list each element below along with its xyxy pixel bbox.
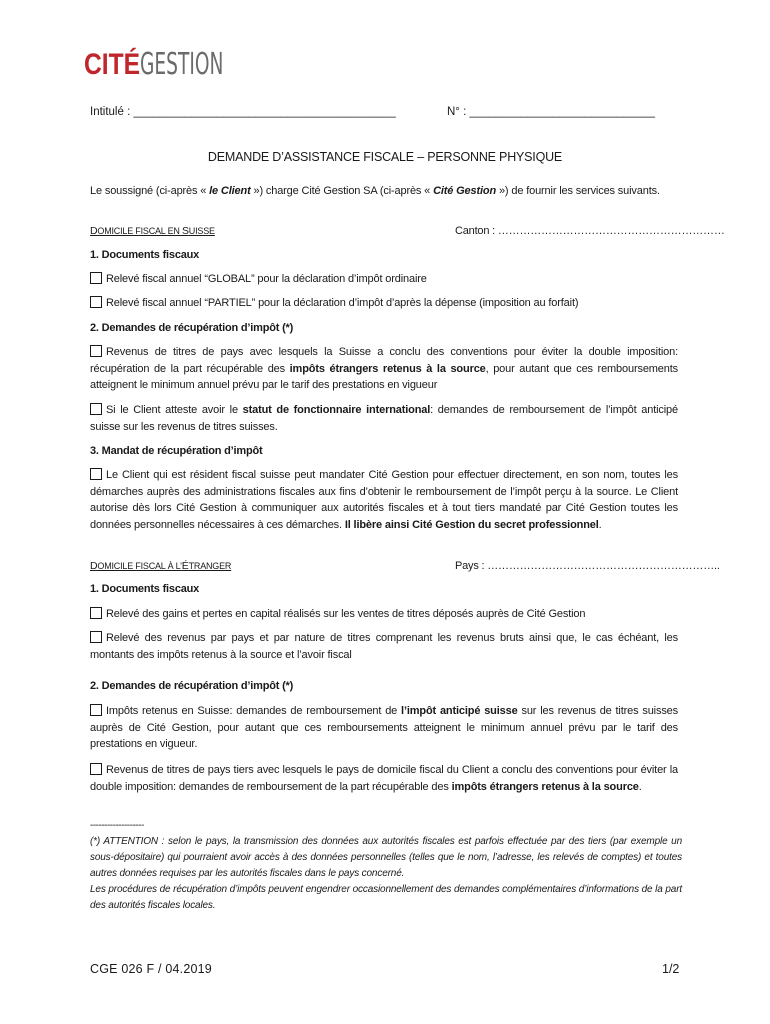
intro-text-2: ») charge Cité Gestion SA (ci-après «	[250, 185, 434, 197]
document-title: DEMANDE D’ASSISTANCE FISCALE – PERSONNE PHYSIQUE	[207, 150, 563, 164]
checkbox[interactable]	[90, 607, 102, 619]
section-etranger-a: D	[90, 560, 98, 572]
suisse-recup-2	[90, 402, 678, 435]
checkbox[interactable]	[90, 345, 102, 357]
note-procedures: Les procédures de récupération d’impôts peuvent engendrer occasionnellement des demandes complémentaires d’informations de la part des autorités fiscales locales.	[90, 884, 682, 911]
canton-field[interactable]: Canton : ………………………………………………………	[455, 225, 725, 237]
suisse-recup-2-text-a: Si le Client atteste avoir le	[106, 404, 243, 416]
etranger-recup-1-text-c: sur les revenus de titres suisses auprès de Cité Gestion, pour autant que ces remboursements atteignent le minimum annuel prévu par le tarif des prestations en vigueur.	[90, 705, 678, 750]
suisse-recup-1	[90, 344, 678, 394]
section-etranger-c: É	[181, 560, 189, 572]
suisse-recup-1-text-a: Revenus de titres de pays avec lesquels la Suisse a conclu des conventions pour éviter la double imposition: récupération de la part récupérable des	[90, 346, 678, 375]
suisse-doc-partiel-label: Relevé fiscal annuel “PARTIEL” pour la déclaration d’impôt d’après la dépense (imposition au forfait)	[106, 297, 579, 309]
checkbox[interactable]	[90, 272, 102, 284]
numero-field[interactable]	[447, 106, 655, 118]
etranger-recup-2-text-a: Revenus de titres de pays tiers avec lesquels le pays de domicile fiscal du Client a conclu des conventions pour éviter la double imposition: demandes de remboursement de la part récupérable des	[90, 764, 678, 793]
intro-client: le Client	[209, 185, 251, 197]
numero-line: _____________________________	[469, 106, 655, 118]
footer-reference: CGE 026 F / 04.2019	[90, 962, 212, 976]
etranger-recup-1	[90, 703, 678, 753]
footer-page-number: 1/2	[662, 962, 680, 976]
suisse-docs-title: 1. Documents fiscaux	[90, 249, 200, 261]
checkbox[interactable]	[90, 763, 102, 775]
section-domicile-suisse	[90, 225, 215, 237]
etranger-doc-gains-label: Relevé des gains et pertes en capital réalisés sur les ventes de titres déposés auprès de Cité Gestion	[106, 608, 586, 620]
suisse-recup-1-bold: impôts étrangers retenus à la source	[289, 362, 486, 375]
note-attention: (*) ATTENTION : selon le pays, la transmission des données aux autorités fiscales est parfois effectuée par des tiers (par exemple un sous-dépositaire) qui pourraient avoir accès à des données personnelles (telles que le nom, l’adresse, les relevés de comptes) et toutes autres données requises par les autorités fiscales dans le pays concerné.	[90, 836, 682, 879]
suisse-mandat-text-c: .	[598, 518, 602, 531]
section-suisse-a: D	[90, 225, 98, 237]
intro-cite: Cité Gestion	[433, 185, 497, 197]
intitule-label: Intitulé :	[90, 106, 131, 118]
suisse-doc-global-label: Relevé fiscal annuel “GLOBAL” pour la déclaration d’impôt ordinaire	[106, 273, 427, 285]
intro-paragraph	[90, 183, 678, 200]
suisse-doc-global	[90, 271, 678, 288]
intro-text-1: Le soussigné (ci-après «	[90, 185, 210, 197]
etranger-doc-revenus-label: Relevé des revenus par pays et par nature de titres comprenant les revenus bruts ainsi que, le cas échéant, les montants des impôts retenus à la source et l’avoir fiscal	[90, 632, 678, 661]
suisse-recup-2-bold: statut de fonctionnaire international	[242, 404, 431, 416]
section-etranger-d: TRANGER	[188, 561, 232, 571]
checkbox[interactable]	[90, 403, 102, 415]
pays-field[interactable]: Pays : ………………………………………………………..	[455, 560, 720, 572]
section-etranger-b: OMICILE FISCAL À L’	[97, 561, 182, 571]
checkbox[interactable]	[90, 296, 102, 308]
suisse-mandat-title: 3. Mandat de récupération d’impôt	[90, 445, 263, 457]
checkbox[interactable]	[90, 631, 102, 643]
logo-cite: CITÉ	[84, 48, 141, 81]
logo-gestion: GESTION	[140, 47, 224, 82]
section-suisse-b: OMICILE FISCAL EN	[97, 226, 182, 236]
etranger-doc-revenus	[90, 630, 678, 663]
etranger-recup-title: 2. Demandes de récupération d’impôt (*)	[90, 680, 294, 692]
suisse-recup-title: 2. Demandes de récupération d’impôt (*)	[90, 322, 294, 334]
etranger-recup-1-text-a: Impôts retenus en Suisse: demandes de remboursement de	[106, 705, 402, 717]
note-separator: -------------------	[90, 820, 144, 831]
suisse-doc-partiel	[90, 295, 678, 312]
etranger-recup-1-bold: l’impôt anticipé suisse	[401, 705, 518, 717]
numero-label: N° :	[447, 106, 467, 118]
etranger-doc-gains	[90, 606, 678, 623]
section-domicile-etranger	[90, 560, 231, 572]
etranger-recup-2-text-c: .	[638, 780, 642, 793]
suisse-mandat-text-a: Le Client qui est résident fiscal suisse peut mandater Cité Gestion pour effectuer directement, en son nom, toutes les démarches auprès des administrations fiscales aux fins d’obtenir le remboursement de l’impôt perçu à la source. Le Client autorise dès lors Cité Gestion à communiquer aux autorités fiscales et à tout tiers mandaté par Cité Gestion toutes les données personnelles nécessaires à ces démarches.	[90, 469, 678, 531]
suisse-mandat	[90, 467, 678, 533]
cite-gestion-logo	[84, 44, 275, 80]
intro-text-3: ») de fournir les services suivants.	[496, 185, 660, 197]
etranger-docs-title: 1. Documents fiscaux	[90, 583, 200, 595]
suisse-recup-1-text-c: , pour autant que ces remboursements atteignent le minimum annuel prévu par le tarif des prestations en vigueur	[90, 362, 678, 391]
section-suisse-d: UISSE	[188, 226, 215, 236]
intitule-field[interactable]	[90, 106, 396, 118]
etranger-recup-2-bold: impôts étrangers retenus à la source	[451, 780, 639, 793]
checkbox[interactable]	[90, 704, 102, 716]
suisse-recup-2-text-c: : demandes de remboursement de l’impôt anticipé suisse sur les revenus de titres suisses.	[90, 404, 678, 433]
etranger-recup-2	[90, 762, 678, 795]
section-suisse-c: S	[181, 225, 189, 237]
intitule-line: _________________________________________	[133, 106, 396, 118]
checkbox[interactable]	[90, 468, 102, 480]
suisse-mandat-bold: Il libère ainsi Cité Gestion du secret professionnel	[344, 518, 599, 531]
